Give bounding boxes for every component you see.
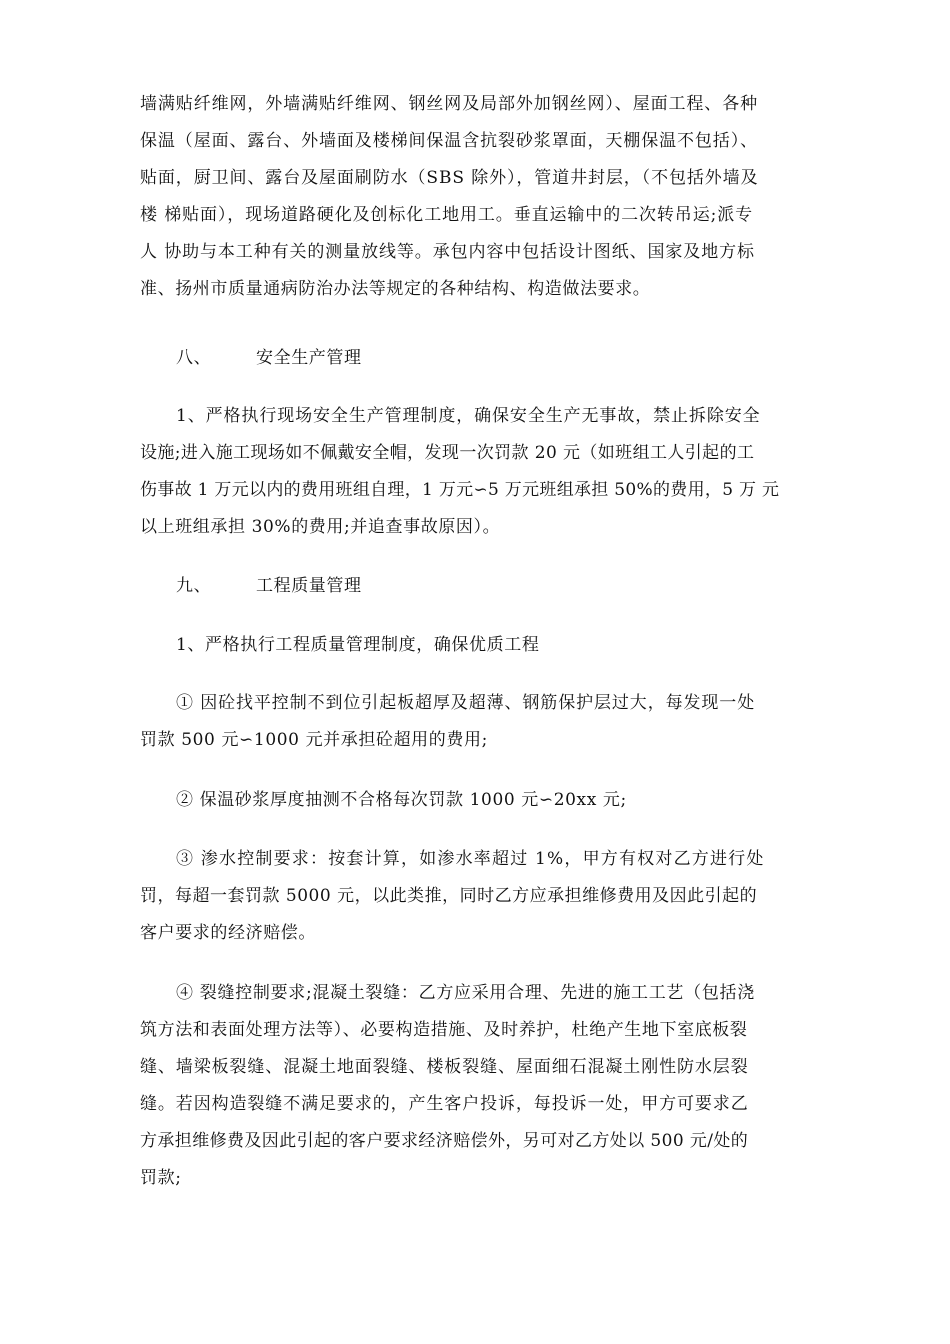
paragraph-safety-1: [140, 398, 812, 546]
text-line: 方承担维修费及因此引起的客户要求经济赔偿外，另可对乙方处以 500 元/处的: [140, 1131, 749, 1151]
text-line: 缝、墙梁板裂缝、混凝土地面裂缝、楼板裂缝、屋面细石混凝土刚性防水层裂: [140, 1057, 749, 1077]
section-heading-9: [176, 568, 362, 605]
text-line: ③ 渗水控制要求：按套计算，如渗水率超过 1%，甲方有权对乙方进行处: [176, 849, 765, 869]
paragraph-quality-item-4: [140, 975, 812, 1197]
text-line: 人 协助与本工种有关的测量放线等。承包内容中包括设计图纸、国家及地方标: [140, 242, 755, 262]
text-line: 1、严格执行现场安全生产管理制度，确保安全生产无事故，禁止拆除安全: [176, 406, 761, 426]
text-line: 准、扬州市质量通病防治办法等规定的各种结构、构造做法要求。: [140, 279, 651, 299]
text-line: 楼 梯贴面），现场道路硬化及创标化工地用工。垂直运输中的二次转吊运;派专: [140, 205, 754, 225]
text-line: 罚款 500 元∽1000 元并承担砼超用的费用;: [140, 730, 488, 750]
paragraph-quality-item-2: [140, 782, 812, 819]
section-heading-8: [176, 340, 362, 377]
text-line: 罚款;: [140, 1168, 182, 1188]
section-number: 八、: [176, 348, 212, 368]
text-line: 罚，每超一套罚款 5000 元，以此类推，同时乙方应承担维修费用及因此引起的: [140, 886, 758, 906]
text-line: 客户要求的经济赔偿。: [140, 923, 316, 943]
paragraph-quality-1: [140, 627, 812, 664]
section-title: 安全生产管理: [256, 348, 362, 368]
text-line: 1、严格执行工程质量管理制度，确保优质工程: [176, 635, 540, 655]
text-line: 设施;进入施工现场如不佩戴安全帽，发现一次罚款 20 元（如班组工人引起的工: [140, 443, 755, 463]
text-line: 筑方法和表面处理方法等）、必要构造措施、及时养护，杜绝产生地下室底板裂: [140, 1020, 748, 1040]
text-line: 以上班组承担 30%的费用;并追查事故原因）。: [140, 517, 501, 537]
text-line: 伤事故 1 万元以内的费用班组自理，1 万元∽5 万元班组承担 50%的费用，5 万 元: [140, 480, 780, 500]
text-line: 保温（屋面、露台、外墙面及楼梯间保温含抗裂砂浆罩面，天棚保温不包括）、: [140, 131, 758, 151]
paragraph-quality-item-1: [140, 685, 812, 759]
text-line: 缝。若因构造裂缝不满足要求的，产生客户投诉，每投诉一处，甲方可要求乙: [140, 1094, 749, 1114]
paragraph-scope-continued: [140, 86, 812, 308]
paragraph-quality-item-3: [140, 841, 812, 952]
text-line: ② 保温砂浆厚度抽测不合格每次罚款 1000 元∽20xx 元;: [176, 790, 627, 810]
text-line: 墙满贴纤维网，外墙满贴纤维网、钢丝网及局部外加钢丝网）、屋面工程、各种: [140, 94, 758, 114]
text-line: ① 因砼找平控制不到位引起板超厚及超薄、钢筋保护层过大，每发现一处: [176, 693, 756, 713]
section-number: 九、: [176, 576, 212, 596]
section-title: 工程质量管理: [256, 576, 362, 596]
text-line: ④ 裂缝控制要求;混凝土裂缝：乙方应采用合理、先进的施工工艺（包括浇: [176, 983, 755, 1003]
text-line: 贴面，厨卫间、露台及屋面刷防水（SBS 除外），管道井封层，（不包括外墙及: [140, 168, 759, 188]
